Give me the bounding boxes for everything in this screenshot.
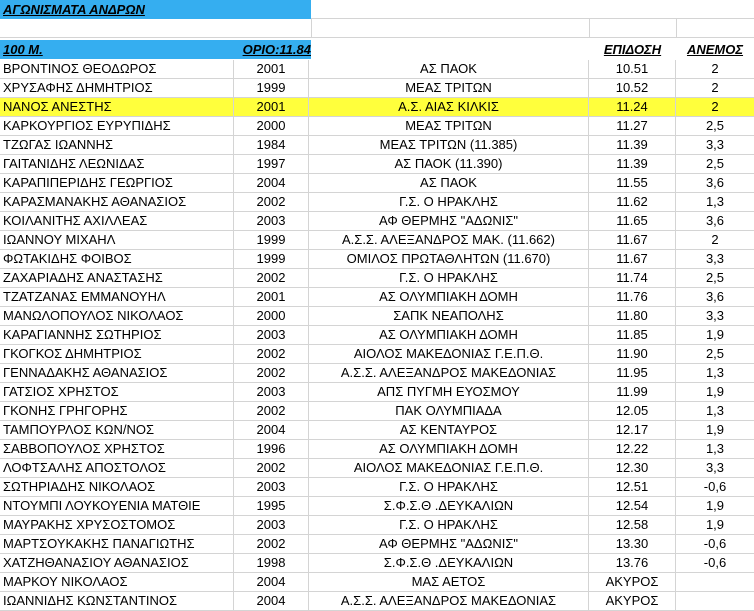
- birth-year-cell[interactable]: 2002: [234, 364, 309, 382]
- time-cell[interactable]: 10.52: [589, 79, 676, 97]
- table-row: [0, 60, 754, 79]
- club-cell[interactable]: ΑΦ ΘΕΡΜΗΣ "ΑΔΩΝΙΣ": [309, 535, 589, 553]
- wind-cell[interactable]: 1,3: [705, 403, 725, 418]
- time-cell[interactable]: 12.30: [589, 459, 676, 477]
- club-cell[interactable]: ΑΣ ΟΛΥΜΠΙΑΚΗ ΔΟΜΗ: [309, 326, 589, 344]
- athlete-name-cell[interactable]: ΓΚΟΝΗΣ ΓΡΗΓΟΡΗΣ: [0, 402, 234, 420]
- time-cell[interactable]: 12.05: [589, 402, 676, 420]
- wind-cell[interactable]: -0,6: [703, 536, 727, 551]
- birth-year-cell[interactable]: 2001: [234, 98, 309, 116]
- cell-divider: [676, 19, 677, 38]
- table-row: [0, 383, 754, 402]
- wind-cell[interactable]: -0,6: [703, 555, 727, 570]
- time-cell[interactable]: 11.39: [589, 155, 676, 173]
- table-row: [0, 459, 754, 478]
- table-row: [0, 497, 754, 516]
- column-header-time[interactable]: ΕΠΙΔΟΣΗ: [603, 42, 662, 57]
- time-cell[interactable]: 11.62: [589, 193, 676, 211]
- birth-year-cell[interactable]: 1997: [234, 155, 309, 173]
- athlete-name-cell[interactable]: ΒΡΟΝΤΙΝΟΣ ΘΕΟΔΩΡΟΣ: [0, 60, 234, 78]
- table-row: [0, 516, 754, 535]
- time-cell[interactable]: 10.51: [589, 60, 676, 78]
- club-cell[interactable]: Α.Σ. ΑΙΑΣ ΚΙΛΚΙΣ: [309, 98, 589, 116]
- wind-cell[interactable]: -0,6: [703, 479, 727, 494]
- wind-cell[interactable]: 3,3: [705, 460, 725, 475]
- time-cell[interactable]: 11.39: [589, 136, 676, 154]
- wind-cell[interactable]: [676, 573, 754, 591]
- athlete-name-cell[interactable]: ΤΖΩΓΑΣ ΙΩΑΝΝΗΣ: [0, 136, 234, 154]
- birth-year-cell[interactable]: 1998: [234, 554, 309, 572]
- athlete-name-cell[interactable]: ΛΟΦΤΣΑΛΗΣ ΑΠΟΣΤΟΛΟΣ: [0, 459, 234, 477]
- table-row: [0, 535, 754, 554]
- birth-year-cell[interactable]: 2001: [234, 60, 309, 78]
- time-cell[interactable]: 11.67: [589, 231, 676, 249]
- athlete-name-cell[interactable]: ΚΑΡΚΟΥΡΓΙΟΣ ΕΥΡΥΠΙΔΗΣ: [0, 117, 234, 135]
- athlete-name-cell[interactable]: ΣΑΒΒΟΠΟΥΛΟΣ ΧΡΗΣΤΟΣ: [0, 440, 234, 458]
- time-cell[interactable]: 12.51: [589, 478, 676, 496]
- birth-year-cell[interactable]: 2002: [234, 459, 309, 477]
- table-row: [0, 136, 754, 155]
- athlete-name-cell[interactable]: ΧΑΤΖΗΘΑΝΑΣΙΟΥ ΑΘΑΝΑΣΙΟΣ: [0, 554, 234, 572]
- birth-year-cell[interactable]: 2001: [234, 288, 309, 306]
- athlete-name-cell[interactable]: ΖΑΧΑΡΙΑΔΗΣ ΑΝΑΣΤΑΣΗΣ: [0, 269, 234, 287]
- empty-row[interactable]: [0, 19, 754, 38]
- wind-cell[interactable]: [676, 592, 754, 610]
- club-cell[interactable]: ΑΙΟΛΟΣ ΜΑΚΕΔΟΝΙΑΣ Γ.Ε.Π.Θ.: [309, 345, 589, 363]
- athlete-name-cell[interactable]: ΓΑΤΣΙΟΣ ΧΡΗΣΤΟΣ: [0, 383, 234, 401]
- wind-cell[interactable]: 1,3: [705, 441, 725, 456]
- wind-cell[interactable]: 2: [676, 98, 754, 116]
- time-cell[interactable]: 11.90: [589, 345, 676, 363]
- club-cell[interactable]: ΠΑΚ ΟΛΥΜΠΙΑΔΑ: [309, 402, 589, 420]
- wind-cell[interactable]: 2,5: [705, 156, 725, 171]
- table-row: [0, 269, 754, 288]
- birth-year-cell[interactable]: 2002: [234, 269, 309, 287]
- cell-divider: [589, 19, 590, 38]
- club-cell[interactable]: ΟΜΙΛΟΣ ΠΡΩΤΑΘΛΗΤΩΝ (11.670): [309, 250, 589, 268]
- time-cell[interactable]: 11.99: [589, 383, 676, 401]
- time-cell[interactable]: 11.76: [589, 288, 676, 306]
- athlete-name-cell[interactable]: ΜΑΥΡΑΚΗΣ ΧΡΥΣΟΣΤΟΜΟΣ: [0, 516, 234, 534]
- time-cell[interactable]: 13.76: [589, 554, 676, 572]
- table-row: [0, 421, 754, 440]
- time-cell[interactable]: 11.67: [589, 250, 676, 268]
- birth-year-cell[interactable]: 2004: [234, 592, 309, 610]
- time-cell[interactable]: 12.54: [589, 497, 676, 515]
- birth-year-cell[interactable]: 2004: [234, 573, 309, 591]
- table-row: [0, 307, 754, 326]
- table-row: [0, 364, 754, 383]
- time-cell[interactable]: 11.74: [589, 269, 676, 287]
- wind-cell[interactable]: 3,3: [705, 251, 725, 266]
- athlete-name-cell[interactable]: ΓΚΟΓΚΟΣ ΔΗΜΗΤΡΙΟΣ: [0, 345, 234, 363]
- table-row: [0, 79, 754, 98]
- birth-year-cell[interactable]: 2000: [234, 307, 309, 325]
- wind-cell[interactable]: 3,6: [705, 175, 725, 190]
- club-cell[interactable]: ΑΣ ΠΑΟΚ: [309, 60, 589, 78]
- time-cell[interactable]: 12.58: [589, 516, 676, 534]
- birth-year-cell[interactable]: 2004: [234, 421, 309, 439]
- wind-cell[interactable]: 1,9: [705, 422, 725, 437]
- birth-year-cell[interactable]: 2002: [234, 402, 309, 420]
- club-cell[interactable]: Α.Σ.Σ. ΑΛΕΞΑΝΔΡΟΣ ΜΑΚΕΔΟΝΙΑΣ: [309, 364, 589, 382]
- time-cell[interactable]: 12.17: [589, 421, 676, 439]
- birth-year-cell[interactable]: 2003: [234, 478, 309, 496]
- club-cell[interactable]: ΑΣ ΟΛΥΜΠΙΑΚΗ ΔΟΜΗ: [309, 288, 589, 306]
- wind-cell[interactable]: 1,9: [705, 498, 725, 513]
- wind-cell[interactable]: 3,3: [705, 308, 725, 323]
- table-row: [0, 402, 754, 421]
- table-row: [0, 592, 754, 611]
- club-cell[interactable]: ΜΕΑΣ ΤΡΙΤΩΝ: [309, 117, 589, 135]
- time-cell[interactable]: 11.65: [589, 212, 676, 230]
- wind-cell[interactable]: 3,6: [705, 213, 725, 228]
- club-cell[interactable]: ΑΦ ΘΕΡΜΗΣ "ΑΔΩΝΙΣ": [309, 212, 589, 230]
- athlete-name-cell[interactable]: ΙΩΑΝΝΙΔΗΣ ΚΩΝΣΤΑΝΤΙΝΟΣ: [0, 592, 234, 610]
- birth-year-cell[interactable]: 2000: [234, 117, 309, 135]
- wind-cell[interactable]: 2,5: [705, 118, 725, 133]
- table-row: [0, 573, 754, 592]
- time-cell[interactable]: 11.55: [589, 174, 676, 192]
- wind-cell[interactable]: 3,6: [705, 289, 725, 304]
- wind-cell[interactable]: 2: [711, 61, 719, 76]
- athlete-name-cell[interactable]: ΚΑΡΑΠΙΠΕΡΙΔΗΣ ΓΕΩΡΓΙΟΣ: [0, 174, 234, 192]
- birth-year-cell[interactable]: 2004: [234, 174, 309, 192]
- club-cell[interactable]: Σ.Φ.Σ.Θ .ΔΕΥΚΑΛΙΩΝ: [309, 497, 589, 515]
- time-cell[interactable]: ΑΚΥΡΟΣ: [589, 573, 676, 591]
- birth-year-cell[interactable]: 1999: [234, 231, 309, 249]
- club-cell[interactable]: Γ.Σ. Ο ΗΡΑΚΛΗΣ: [309, 193, 589, 211]
- athlete-name-cell[interactable]: ΣΩΤΗΡΙΑΔΗΣ ΝΙΚΟΛΑΟΣ: [0, 478, 234, 496]
- table-row: [0, 212, 754, 231]
- sheet-title[interactable]: ΑΓΩΝΙΣΜΑΤΑ ΑΝΔΡΩΝ: [0, 0, 311, 19]
- wind-cell[interactable]: 1,9: [705, 327, 725, 342]
- birth-year-cell[interactable]: 1999: [234, 79, 309, 97]
- qualifying-limit: ΟΡΙΟ:11.84: [242, 42, 311, 57]
- club-cell[interactable]: Α.Σ.Σ. ΑΛΕΞΑΝΔΡΟΣ ΜΑΚ. (11.662): [309, 231, 589, 249]
- wind-cell[interactable]: 1,3: [705, 194, 725, 209]
- table-row: [0, 326, 754, 345]
- club-cell[interactable]: Γ.Σ. Ο ΗΡΑΚΛΗΣ: [309, 516, 589, 534]
- table-row: [0, 155, 754, 174]
- athlete-name-cell[interactable]: ΓΑΙΤΑΝΙΔΗΣ ΛΕΩΝΙΔΑΣ: [0, 155, 234, 173]
- athlete-name-cell[interactable]: ΚΑΡΑΣΜΑΝΑΚΗΣ ΑΘΑΝΑΣΙΟΣ: [0, 193, 234, 211]
- athlete-name-cell[interactable]: ΚΑΡΑΓΙΑΝΝΗΣ ΣΩΤΗΡΙΟΣ: [0, 326, 234, 344]
- birth-year-cell[interactable]: 2002: [234, 345, 309, 363]
- time-cell[interactable]: ΑΚΥΡΟΣ: [589, 592, 676, 610]
- time-cell[interactable]: 11.27: [589, 117, 676, 135]
- table-row: [0, 250, 754, 269]
- wind-cell[interactable]: 2,5: [705, 270, 725, 285]
- event-name: 100 Μ.: [3, 42, 43, 57]
- club-cell[interactable]: ΑΣ ΚΕΝΤΑΥΡΟΣ: [309, 421, 589, 439]
- athlete-name-cell[interactable]: ΜΑΝΩΛΟΠΟΥΛΟΣ ΝΙΚΟΛΑΟΣ: [0, 307, 234, 325]
- athlete-name-cell[interactable]: ΦΩΤΑΚΙΔΗΣ ΦΟΙΒΟΣ: [0, 250, 234, 268]
- table-row: [0, 117, 754, 136]
- club-cell[interactable]: Γ.Σ. Ο ΗΡΑΚΛΗΣ: [309, 478, 589, 496]
- wind-cell[interactable]: 3,3: [705, 137, 725, 152]
- birth-year-cell[interactable]: 1995: [234, 497, 309, 515]
- table-row: [0, 440, 754, 459]
- birth-year-cell[interactable]: 1996: [234, 440, 309, 458]
- birth-year-cell[interactable]: 2002: [234, 193, 309, 211]
- time-cell[interactable]: 12.22: [589, 440, 676, 458]
- birth-year-cell[interactable]: 2003: [234, 326, 309, 344]
- birth-year-cell[interactable]: 2002: [234, 535, 309, 553]
- athlete-name-cell[interactable]: ΓΕΝΝΑΔΑΚΗΣ ΑΘΑΝΑΣΙΟΣ: [0, 364, 234, 382]
- table-row: [0, 174, 754, 193]
- athlete-name-cell[interactable]: ΝΤΟΥΜΠΙ ΛΟΥΚΟΥΕΝΙΑ ΜΑΤΘΙΕ: [0, 497, 234, 515]
- birth-year-cell[interactable]: 2003: [234, 383, 309, 401]
- birth-year-cell[interactable]: 2003: [234, 516, 309, 534]
- athlete-name-cell[interactable]: ΧΡΥΣΑΦΗΣ ΔΗΜΗΤΡΙΟΣ: [0, 79, 234, 97]
- table-row: [0, 478, 754, 497]
- club-cell[interactable]: ΑΙΟΛΟΣ ΜΑΚΕΔΟΝΙΑΣ Γ.Ε.Π.Θ.: [309, 459, 589, 477]
- club-cell[interactable]: Α.Σ.Σ. ΑΛΕΞΑΝΔΡΟΣ ΜΑΚΕΔΟΝΙΑΣ: [309, 592, 589, 610]
- table-row: [0, 554, 754, 573]
- wind-cell[interactable]: 2: [711, 80, 719, 95]
- table-row: [0, 345, 754, 364]
- club-cell[interactable]: ΣΑΠΚ ΝΕΑΠΟΛΗΣ: [309, 307, 589, 325]
- club-cell[interactable]: ΜΕΑΣ ΤΡΙΤΩΝ: [309, 79, 589, 97]
- club-cell[interactable]: ΑΣ ΟΛΥΜΠΙΑΚΗ ΔΟΜΗ: [309, 440, 589, 458]
- club-cell[interactable]: ΑΣ ΠΑΟΚ (11.390): [309, 155, 589, 173]
- time-cell[interactable]: 13.30: [589, 535, 676, 553]
- club-cell[interactable]: ΑΣ ΠΑΟΚ: [309, 174, 589, 192]
- birth-year-cell[interactable]: 1999: [234, 250, 309, 268]
- athlete-name-cell[interactable]: ΤΑΜΠΟΥΡΛΟΣ ΚΩΝ/ΝΟΣ: [0, 421, 234, 439]
- time-cell[interactable]: 11.24: [589, 98, 676, 116]
- athlete-name-cell[interactable]: ΜΑΡΤΣΟΥΚΑΚΗΣ ΠΑΝΑΓΙΩΤΗΣ: [0, 535, 234, 553]
- wind-cell[interactable]: 2,5: [705, 346, 725, 361]
- event-header-row: [0, 40, 754, 59]
- wind-cell[interactable]: 1,3: [705, 365, 725, 380]
- time-cell[interactable]: 11.80: [589, 307, 676, 325]
- title-row-empty-cells[interactable]: [311, 0, 754, 19]
- club-cell[interactable]: Σ.Φ.Σ.Θ .ΔΕΥΚΑΛΙΩΝ: [309, 554, 589, 572]
- table-row: [0, 193, 754, 212]
- wind-cell[interactable]: 1,9: [705, 384, 725, 399]
- club-cell[interactable]: ΜΕΑΣ ΤΡΙΤΩΝ (11.385): [309, 136, 589, 154]
- athlete-name-cell[interactable]: ΚΟΙΛΑΝΙΤΗΣ ΑΧΙΛΛΕΑΣ: [0, 212, 234, 230]
- club-cell[interactable]: ΜΑΣ ΑΕΤΟΣ: [309, 573, 589, 591]
- birth-year-cell[interactable]: 2003: [234, 212, 309, 230]
- athlete-name-cell[interactable]: ΤΖΑΤΖΑΝΑΣ ΕΜΜΑΝΟΥΗΛ: [0, 288, 234, 306]
- wind-cell[interactable]: 2: [711, 232, 719, 247]
- time-cell[interactable]: 11.85: [589, 326, 676, 344]
- athlete-name-cell[interactable]: ΙΩΑΝΝΟΥ ΜΙΧΑΗΛ: [0, 231, 234, 249]
- table-row: [0, 288, 754, 307]
- athlete-name-cell[interactable]: ΜΑΡΚΟΥ ΝΙΚΟΛΑΟΣ: [0, 573, 234, 591]
- event-header-cell[interactable]: [0, 40, 311, 59]
- column-header-wind[interactable]: ΑΝΕΜΟΣ: [686, 42, 744, 57]
- time-cell[interactable]: 11.95: [589, 364, 676, 382]
- wind-cell[interactable]: 1,9: [705, 517, 725, 532]
- table-row: [0, 231, 754, 250]
- athlete-name-cell[interactable]: ΝΑΝΟΣ ΑΝΕΣΤΗΣ: [0, 98, 234, 116]
- birth-year-cell[interactable]: 1984: [234, 136, 309, 154]
- table-row: [0, 98, 754, 117]
- club-cell[interactable]: ΑΠΣ ΠΥΓΜΗ ΕΥΟΣΜΟΥ: [309, 383, 589, 401]
- club-cell[interactable]: Γ.Σ. Ο ΗΡΑΚΛΗΣ: [309, 269, 589, 287]
- cell-divider: [311, 19, 312, 38]
